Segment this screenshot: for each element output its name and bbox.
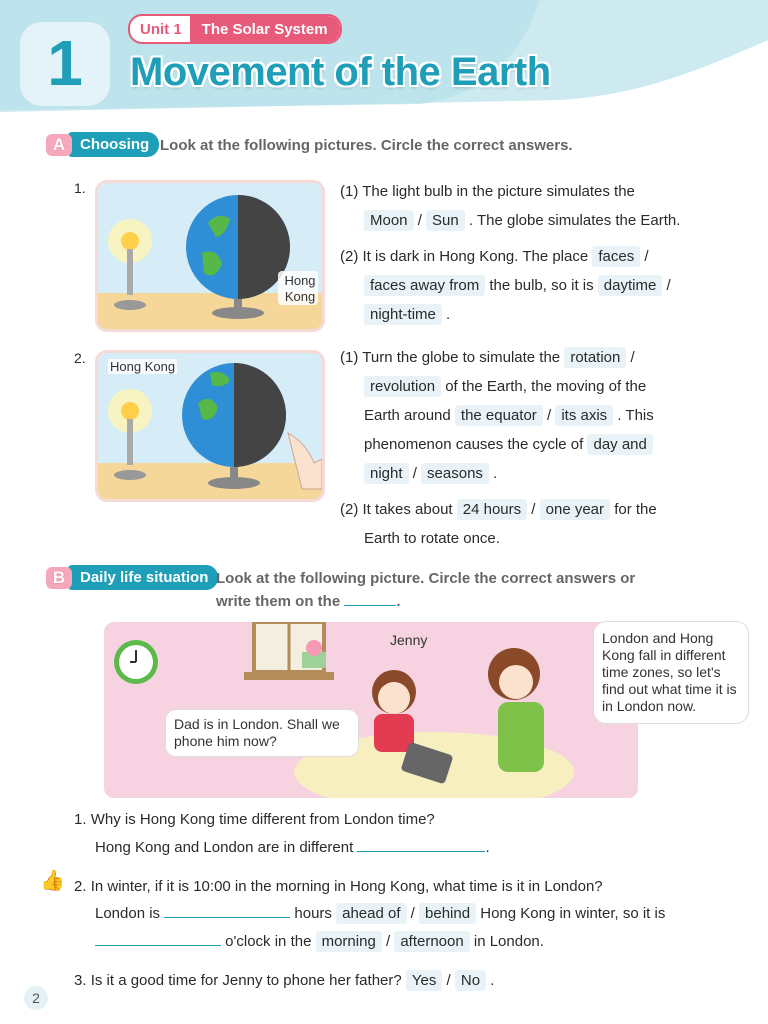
a-q1-p2-end: .	[446, 306, 451, 323]
a-q2-number: 2.	[74, 350, 86, 366]
a-q1-p1-text: The light bulb in the picture simulates the	[362, 183, 635, 200]
option-separator: /	[644, 248, 649, 265]
option-no[interactable]: No	[455, 970, 486, 991]
a-q2-part1-line2	[364, 372, 646, 401]
a-q1-part2	[340, 242, 649, 271]
section-b-name: Daily life situation	[68, 565, 218, 590]
option-separator: /	[412, 465, 417, 482]
option-ahead-of[interactable]: ahead of	[336, 903, 406, 924]
a-q2-p2-text: It takes about	[362, 501, 453, 518]
unit-topic: The Solar System	[190, 16, 340, 42]
b-q2-text1: London is	[95, 905, 161, 922]
option-separator: /	[417, 212, 422, 229]
instruction-blank	[344, 591, 396, 606]
option-afternoon[interactable]: afternoon	[394, 931, 469, 952]
a-q1-p2-num: (2)	[340, 248, 359, 265]
option-behind[interactable]: behind	[419, 903, 476, 924]
a-q1-number: 1.	[74, 180, 86, 196]
thumbs-up-icon: 👍	[40, 870, 65, 892]
option-yes[interactable]: Yes	[406, 970, 442, 991]
picture-1-hongkong-label: Hong Kong	[284, 273, 316, 304]
option-one-year[interactable]: one year	[540, 499, 610, 520]
option-equator[interactable]: the equator	[455, 405, 543, 426]
b-q1	[74, 805, 435, 834]
option-morning[interactable]: morning	[316, 931, 382, 952]
a-q1-part2-line3	[364, 300, 450, 329]
a-q2-p1-text4: . This	[617, 407, 654, 424]
a-q2-part1-line5	[364, 459, 497, 488]
section-b-letter: B	[46, 567, 72, 589]
jenny-label: Jenny	[390, 632, 428, 648]
b-q1-answer-line	[95, 833, 490, 862]
a-q2-part1-line3	[364, 401, 654, 430]
globe-picture-2	[95, 350, 325, 502]
picture-2-hongkong-label: Hong Kong	[110, 359, 176, 374]
unit-badge	[128, 14, 342, 44]
b-q2-text5: in London.	[473, 933, 544, 950]
a-q2-p1-text5: phenomenon causes the cycle of	[364, 436, 584, 453]
option-sun[interactable]: Sun	[426, 210, 465, 231]
b-q3-question: Is it a good time for Jenny to phone her father?	[90, 972, 402, 989]
option-moon[interactable]: Moon	[364, 210, 414, 231]
section-b-instruction	[216, 567, 736, 613]
option-separator: /	[546, 407, 552, 424]
a-q2-part2	[340, 495, 657, 524]
b-q2-question: In winter, if it is 10:00 in the morning in Hong Kong, what time is it in London?	[90, 878, 603, 895]
option-axis[interactable]: its axis	[555, 405, 613, 426]
option-night[interactable]: night	[364, 463, 409, 484]
section-b-instruction-end: .	[396, 593, 401, 610]
a-q2-p1-end: .	[493, 465, 498, 482]
option-separator: /	[385, 933, 391, 950]
option-separator: /	[666, 277, 671, 294]
a-q2-p1-text: Turn the globe to simulate the	[362, 349, 561, 366]
a-q2-p2-num: (2)	[340, 501, 359, 518]
a-q1-part2-line2	[364, 271, 671, 300]
b-q3	[74, 966, 494, 995]
option-separator: /	[531, 501, 536, 518]
option-seasons[interactable]: seasons	[421, 463, 489, 484]
b-q3-number: 3.	[74, 972, 87, 989]
option-daytime[interactable]: daytime	[598, 275, 663, 296]
option-day-and[interactable]: day and	[587, 434, 652, 455]
a-q1-p2-text: It is dark in Hong Kong. The place	[362, 248, 589, 265]
b-q2-text4: o'clock in the	[225, 933, 312, 950]
a-q2-part1	[340, 343, 635, 372]
globe-picture-1	[95, 180, 325, 332]
globe-illustration-2	[98, 353, 322, 499]
mother-speech-bubble: London and Hong Kong fall in different time zones, so let's find out what time it is in London now.	[594, 622, 748, 723]
section-b-label	[46, 565, 218, 590]
section-b-instruction-line1: Look at the following picture. Circle the correct answers or	[216, 570, 636, 587]
b-q2	[74, 872, 603, 901]
unit-label: Unit 1	[140, 20, 182, 38]
b-q2-time-blank[interactable]	[95, 931, 221, 946]
b-q2-text3: Hong Kong in winter, so it is	[480, 905, 666, 922]
a-q1-p1-text2: . The globe simulates the Earth.	[468, 212, 681, 229]
a-q2-p2-text2: for the	[614, 501, 657, 518]
a-q2-p1-text3: Earth around	[364, 407, 451, 424]
section-a-label	[46, 132, 159, 157]
chapter-number: 1	[47, 27, 83, 99]
option-night-time[interactable]: night-time	[364, 304, 442, 325]
a-q1-part1-line2	[364, 206, 680, 235]
b-q2-answer-line2	[95, 927, 544, 956]
b-q2-text2: hours	[294, 905, 332, 922]
b-q1-answer-text: Hong Kong and London are in different	[95, 839, 354, 856]
globe-illustration-1	[98, 183, 322, 329]
page-number: 2	[24, 986, 48, 1010]
option-separator: /	[630, 349, 635, 366]
section-a-name: Choosing	[68, 132, 159, 157]
a-q1-p2-text2: the bulb, so it is	[489, 277, 594, 294]
a-q2-p1-num: (1)	[340, 349, 359, 366]
a-q1-part1	[340, 177, 750, 206]
a-q2-p1-text2: of the Earth, the moving of the	[445, 378, 647, 395]
a-q2-part1-line4	[364, 430, 653, 459]
option-separator: /	[410, 905, 415, 922]
b-q2-number: 2.	[74, 878, 87, 895]
a-q1-p1-num: (1)	[340, 183, 359, 200]
b-q2-answer-line1	[95, 899, 665, 928]
b-q1-number: 1.	[74, 811, 87, 828]
b-q3-end: .	[490, 972, 495, 989]
b-q1-end: .	[485, 839, 490, 856]
option-revolution[interactable]: revolution	[364, 376, 441, 397]
section-b-instruction-line2: write them on the	[216, 593, 341, 610]
option-24-hours[interactable]: 24 hours	[457, 499, 527, 520]
b-q1-answer-blank[interactable]	[357, 837, 485, 852]
option-rotation[interactable]: rotation	[564, 347, 626, 368]
section-a-instruction: Look at the following pictures. Circle the correct answers.	[160, 137, 573, 154]
a-q2-part2-line2: Earth to rotate once.	[364, 530, 500, 547]
jenny-speech-bubble: Dad is in London. Shall we phone him now?	[166, 710, 358, 756]
b-q2-hours-blank[interactable]	[164, 903, 290, 918]
page-title: Movement of the Earth	[130, 50, 551, 94]
option-separator: /	[446, 972, 451, 989]
section-a-letter: A	[46, 134, 72, 156]
option-faces-away[interactable]: faces away from	[364, 275, 485, 296]
b-q1-question: Why is Hong Kong time different from London time?	[90, 811, 435, 828]
option-faces[interactable]: faces	[592, 246, 640, 267]
